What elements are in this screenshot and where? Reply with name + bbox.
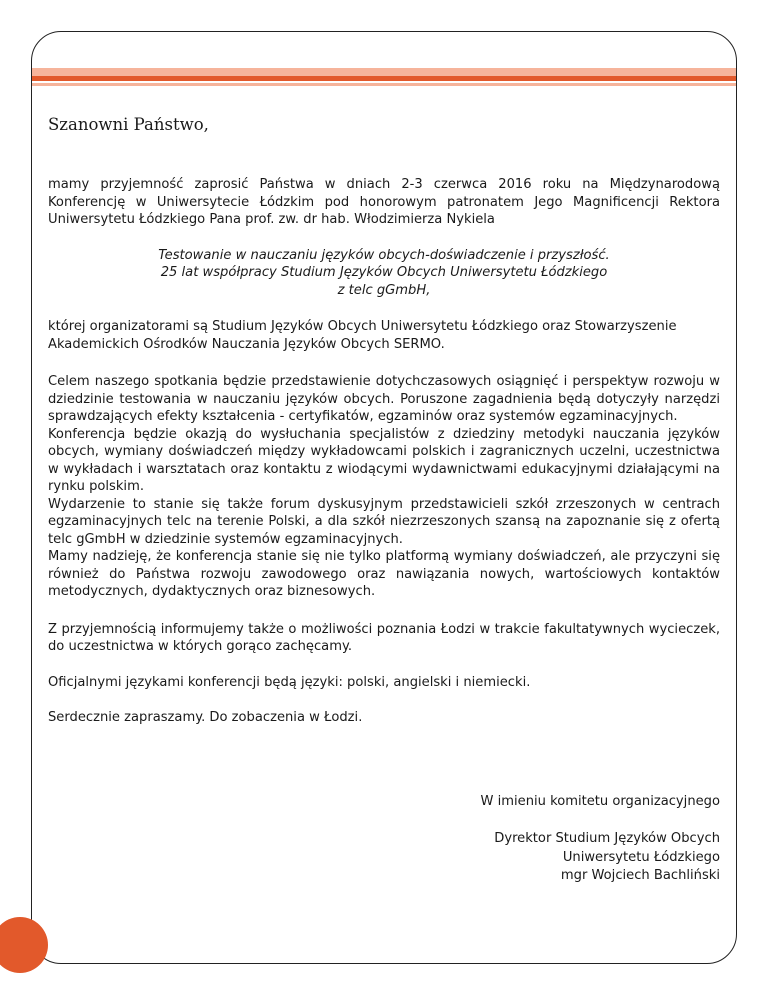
header-stripe-light (32, 68, 736, 76)
greeting: Szanowni Państwo, (48, 115, 209, 134)
goal-paragraph: Konferencja będzie okazją do wysłuchania specjalistów z dziedziny metodyki nauczania języków obcych, wymiany doświadczeń między wykładowcami polskich i zagranicznych uczelni, uczestnictwa w wykładach i warsztatach oraz kontaktu z wiodącymi wydawnictwami edukacyjnymi działającymi na rynku polskim. (48, 426, 720, 494)
signature-line: Uniwersytetu Łódzkiego (562, 849, 720, 865)
decorative-orange-circle (0, 917, 48, 973)
languages-paragraph: Oficjalnymi językami konferencji będą języki: polski, angielski i niemiecki. (48, 674, 531, 690)
excursions-paragraph: Z przyjemnością informujemy także o możliwości poznania Łodzi w trakcie fakultatywnych wycieczek, do uczestnictwa w których gorąco zachęcamy. (48, 621, 720, 654)
header-stripe-dark (32, 76, 736, 81)
organizers-paragraph: której organizatorami są Studium Języków Obcych Uniwersytetu Łódzkiego oraz Stowarzyszenie Akademickich Ośrodków Nauczania Języków Obcych SERMO. (48, 319, 677, 352)
header-stripe-thin (32, 83, 736, 86)
signature-line: Dyrektor Studium Języków Obcych (494, 831, 720, 846)
signature-line: mgr Wojciech Bachliński (560, 868, 720, 883)
title-line: 25 lat współpracy Studium Języków Obcych Uniwersytetu Łódzkiego (160, 265, 608, 280)
title-line: Testowanie w nauczaniu języków obcych-doświadczenie i przyszłość. (158, 247, 610, 263)
conference-title (48, 247, 720, 300)
on-behalf-line: W imieniu komitetu organizacyjnego (480, 794, 720, 809)
closing-paragraph: Serdecznie zapraszamy. Do zobaczenia w Łodzi. (48, 710, 363, 725)
goal-paragraph: Celem naszego spotkania będzie przedstawienie dotychczasowych osiągnięć i perspektyw rozwoju w dziedzinie testowania w nauczaniu języków obcych. Poruszone zagadnienia będą dotyczyły narzędzi sprawdzających efekty kształcenia - certyfikatów, egzaminów oraz systemów egzaminacyjnych. (48, 374, 720, 424)
letter-body (48, 176, 720, 727)
intro-paragraph: mamy przyjemność zaprosić Państwa w dniach 2-3 czerwca 2016 roku na Międzynarodową Konferencję w Uniwersytecie Łódzkim pod honorowym patronatem Jego Magnificencji Rektora Uniwersytetu Łódzkiego Pana prof. zw. dr hab. Włodzimierza Nykiela (48, 177, 720, 227)
goal-paragraph: Wydarzenie to stanie się także forum dyskusyjnym przedstawicieli szkół zrzeszonych w centrach egzaminacyjnych telc na terenie Polski, a dla szkół niezrzeszonych szansą na zapoznanie się z ofertą telc gGmbH w dziedzinie systemów egzaminacyjnych. (48, 496, 720, 547)
title-line: z telc gGmbH, (337, 282, 431, 298)
signature-block (494, 830, 720, 886)
goal-paragraph: Mamy nadzieję, że konferencja stanie się nie tylko platformą wymiany doświadczeń, ale przyczyni się również do Państwa rozwoju zawodowego oraz nawiązania nowych, wartościowych kontaktów metodycznych, dydaktycznych oraz biznesowych. (48, 549, 720, 599)
